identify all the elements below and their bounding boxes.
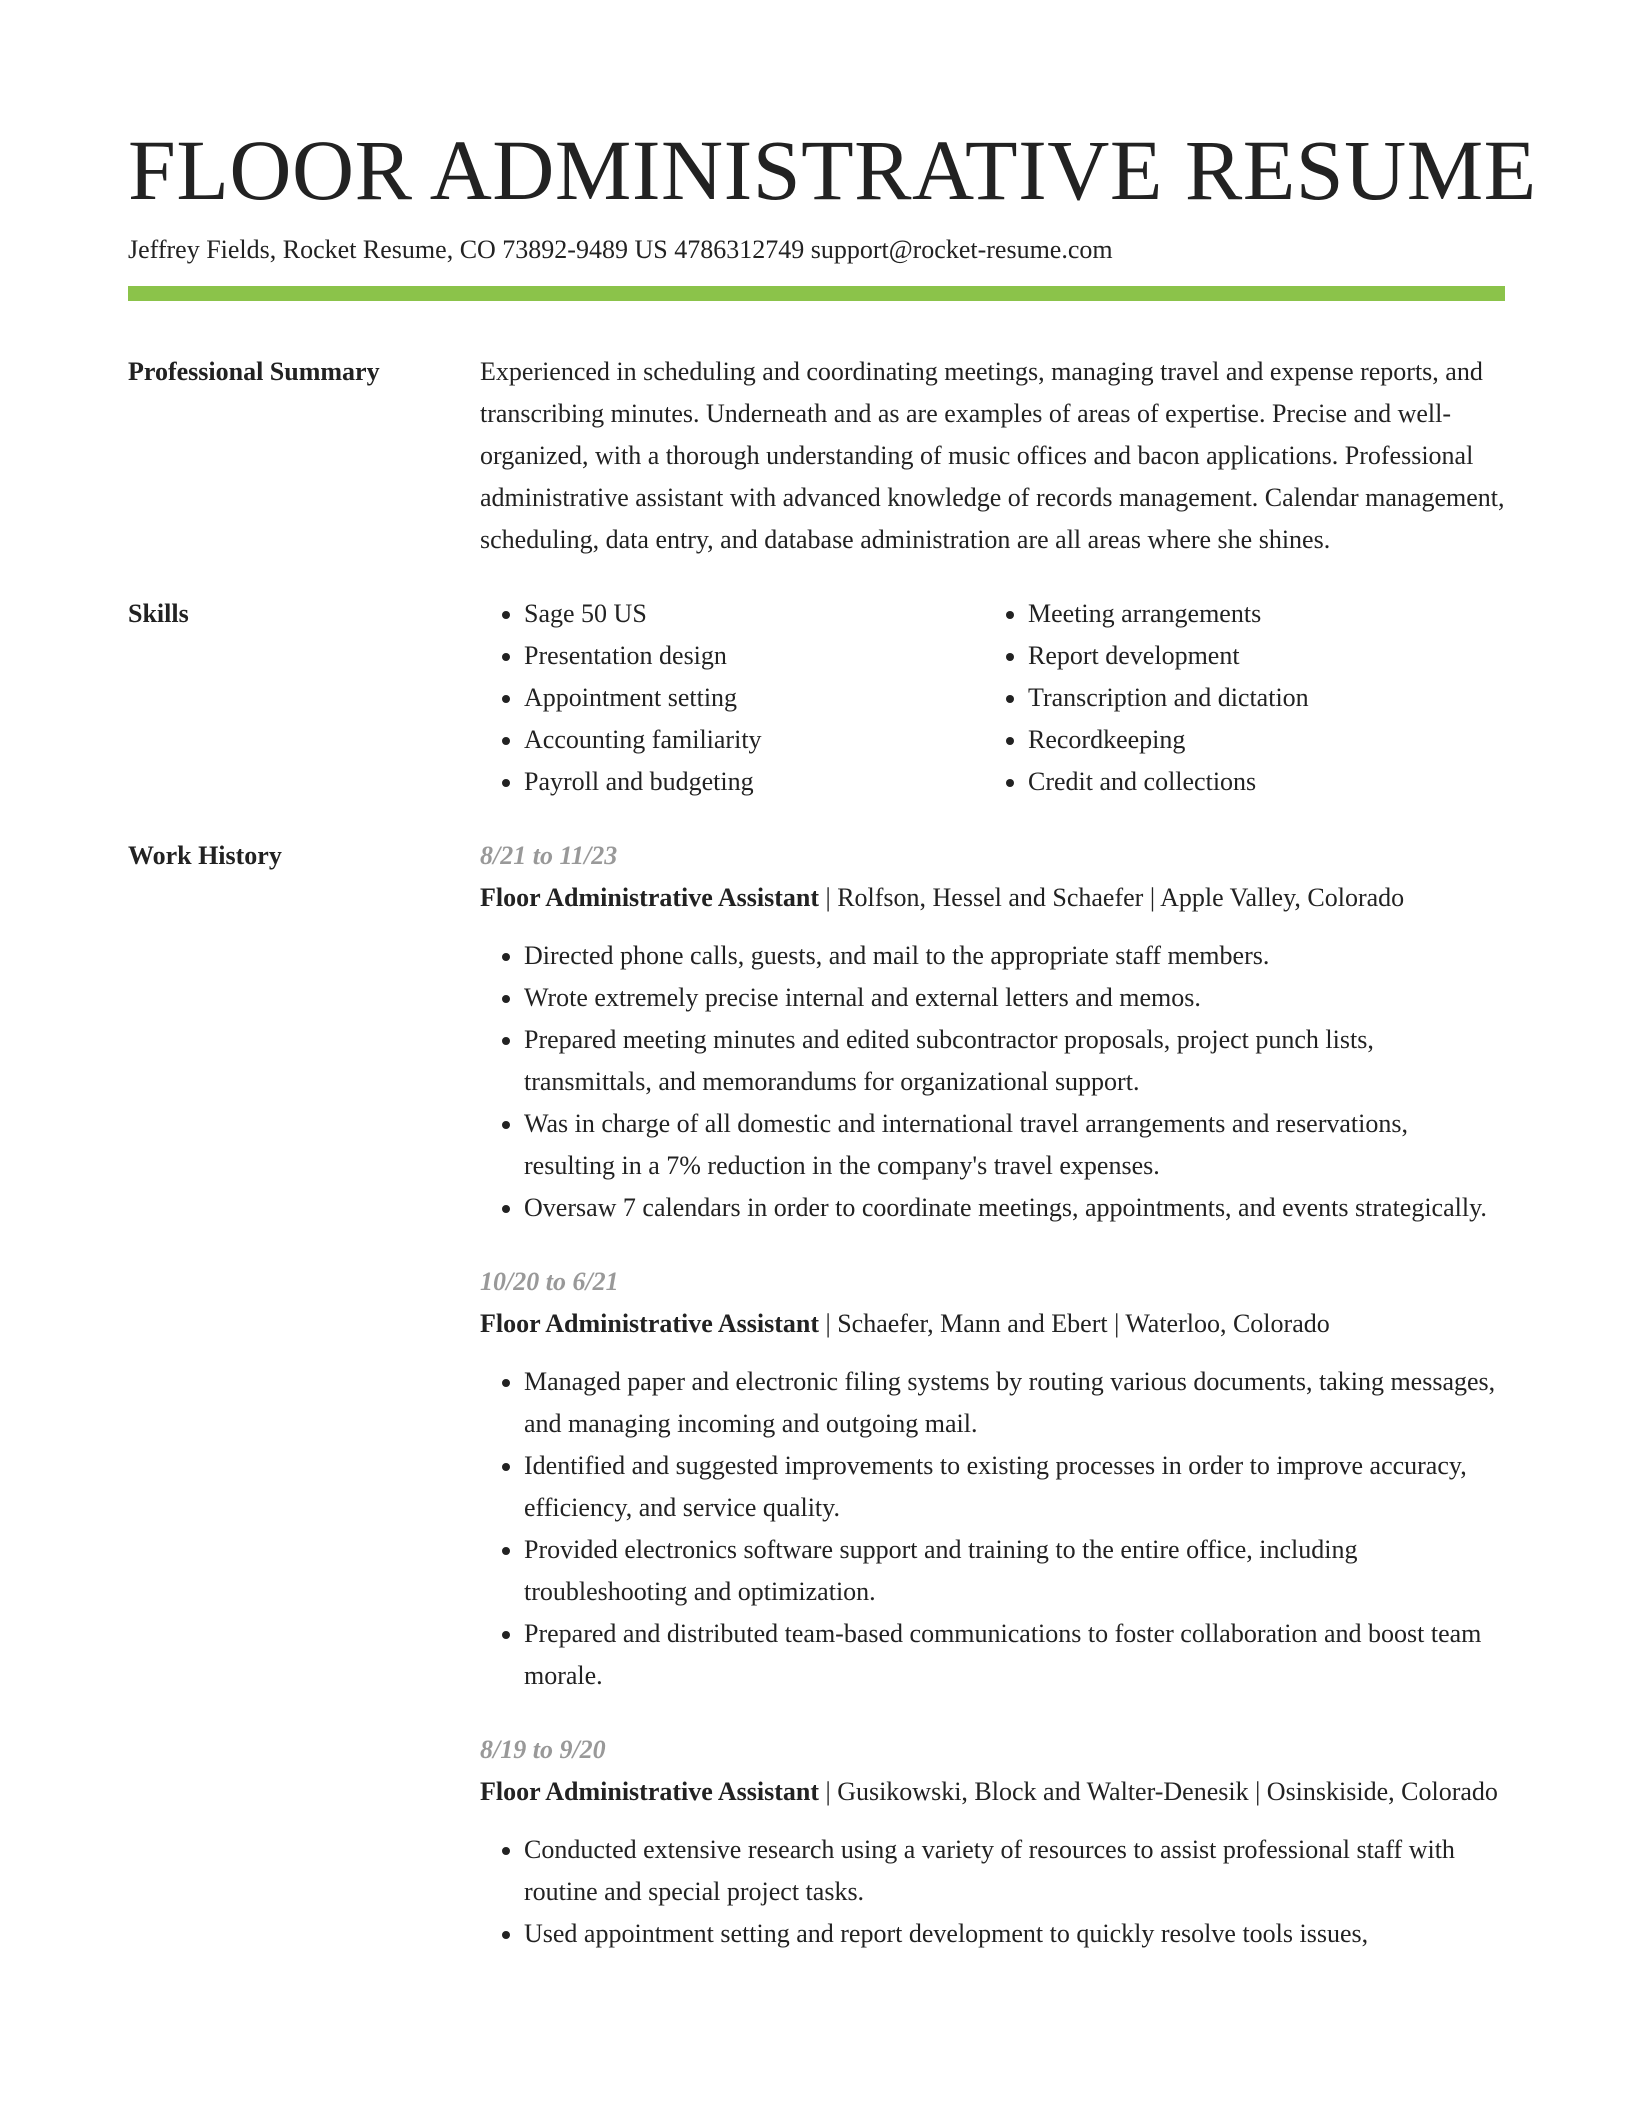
duty-item: • Conducted extensive research using a variety of resources to assist professional staff with routine and special project tasks.: [524, 1829, 1505, 1913]
job-dates: 8/21 to 11/23: [480, 841, 618, 870]
job-title: Floor Administrative Assistant: [480, 883, 819, 912]
skill-item: • Transcription and dictation: [1028, 677, 1488, 719]
summary-section: [128, 351, 1505, 561]
skill-item: • Payroll and budgeting: [524, 761, 984, 803]
work-history-heading: Work History: [128, 841, 282, 870]
duty-item: • Managed paper and electronic filing systems by routing various documents, taking messages, and managing incoming and outgoing mail.: [524, 1361, 1505, 1445]
job-dates: 8/19 to 9/20: [480, 1735, 606, 1764]
skill-item: • Accounting familiarity: [524, 719, 984, 761]
duty-item: • Prepared and distributed team-based communications to foster collaboration and boost team morale.: [524, 1613, 1505, 1697]
duty-item: • Identified and suggested improvements to existing processes in order to improve accuracy, efficiency, and service quality.: [524, 1445, 1505, 1529]
skills-section: [128, 593, 1505, 803]
work-history-section: [128, 835, 1505, 1955]
work-history-list: [480, 835, 1505, 1955]
job-title: Floor Administrative Assistant: [480, 1777, 819, 1806]
job-dates: 10/20 to 6/21: [480, 1267, 619, 1296]
skills-column-right: [984, 593, 1488, 803]
resume-page: [128, 118, 1537, 1955]
contact-line: [128, 232, 1505, 268]
duty-item: • Oversaw 7 calendars in order to coordinate meetings, appointments, and events strategically.: [524, 1187, 1505, 1229]
job-heading: [480, 1771, 1505, 1813]
contact-phone: 4786312749: [674, 235, 805, 264]
job-details: | Rolfson, Hessel and Schaefer | Apple Valley, Colorado: [818, 883, 1405, 912]
summary-text: Experienced in scheduling and coordinating meetings, managing travel and expense reports, and transcribing minutes. Underneath and as are examples of areas of expertise. Precise and well-organized, with a thorough understanding of music offices and bacon applications. Professional administrative assistant with advanced knowledge of records management. Calendar management, scheduling, data entry, and database administration are all areas where she shines.: [480, 357, 1505, 554]
skills-column-left: [480, 593, 984, 803]
job-entry: [480, 1261, 1505, 1697]
duty-item: • Directed phone calls, guests, and mail to the appropriate staff members.: [524, 935, 1505, 977]
resume-title: FLOOR ADMINISTRATIVE RESUME: [128, 122, 1537, 218]
job-duties: [480, 935, 1505, 1229]
job-heading: [480, 1303, 1505, 1345]
skill-item: • Presentation design: [524, 635, 984, 677]
skills-heading: Skills: [128, 599, 189, 628]
duty-item: • Prepared meeting minutes and edited subcontractor proposals, project punch lists, transmittals, and memorandums for organizational support.: [524, 1019, 1505, 1103]
skill-item: • Report development: [1028, 635, 1488, 677]
skill-item: • Meeting arrangements: [1028, 593, 1488, 635]
job-details: | Gusikowski, Block and Walter-Denesik | Osinskiside, Colorado: [818, 1777, 1498, 1806]
job-heading: [480, 877, 1505, 919]
skill-item: • Recordkeeping: [1028, 719, 1488, 761]
skill-item: • Appointment setting: [524, 677, 984, 719]
duty-item: • Provided electronics software support and training to the entire office, including troubleshooting and optimization.: [524, 1529, 1505, 1613]
skill-item: • Credit and collections: [1028, 761, 1488, 803]
job-title: Floor Administrative Assistant: [480, 1309, 819, 1338]
accent-divider: [128, 286, 1505, 301]
job-entry: [480, 1729, 1505, 1955]
duty-item: • Wrote extremely precise internal and external letters and memos.: [524, 977, 1505, 1019]
skills-grid: [480, 593, 1505, 803]
contact-name: Jeffrey Fields,: [128, 235, 277, 264]
contact-email: support@rocket-resume.com: [810, 235, 1113, 264]
summary-heading: Professional Summary: [128, 357, 380, 386]
job-details: | Schaefer, Mann and Ebert | Waterloo, Colorado: [818, 1309, 1330, 1338]
duty-item: • Used appointment setting and report development to quickly resolve tools issues,: [524, 1913, 1505, 1955]
skill-item: • Sage 50 US: [524, 593, 984, 635]
duty-item: • Was in charge of all domestic and international travel arrangements and reservations, resulting in a 7% reduction in the company's travel expenses.: [524, 1103, 1505, 1187]
job-duties: [480, 1361, 1505, 1697]
contact-location: Rocket Resume, CO 73892-9489 US: [282, 235, 668, 264]
job-entry: [480, 835, 1505, 1229]
job-duties: [480, 1829, 1505, 1955]
